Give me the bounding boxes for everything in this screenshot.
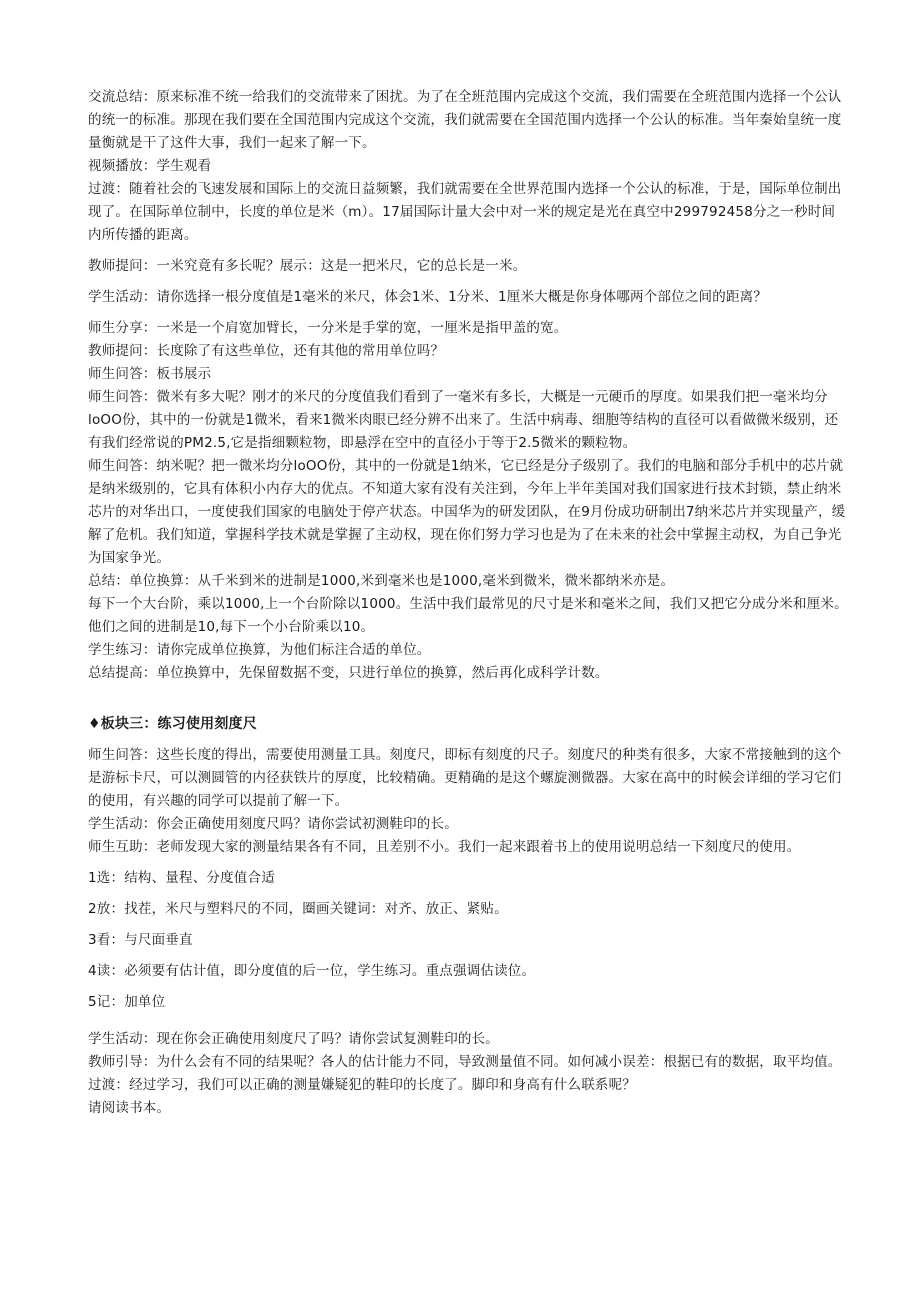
paragraph-blackboard: 师生问答：板书展示 (88, 366, 212, 382)
list-item-step-select: 1选：结构、量程、分度值合适 (88, 870, 275, 886)
paragraph-student-activity-remeasure: 学生活动：现在你会正确使用刻度尺了吗？请你尝试复测鞋印的长。 (88, 1031, 499, 1047)
list-item-step-place: 2放：找茬，米尺与塑料尺的不同，圈画关键词：对齐、放正、紧贴。 (88, 901, 508, 917)
paragraph-transition-footprint: 过渡：经过学习，我们可以正确的测量嫌疑犯的鞋印的长度了。脚印和身高有什么联系呢？ (88, 1077, 636, 1093)
paragraph-nanometer: 师生问答：纳米呢？把一微米均分loOO份，其中的一份就是1纳米，它已经是分子级别了。我们的电脑和部分手机中的芯片就是纳米级别的，它具有体积小内存大的优点。不知道大家有没有关注到，今年上半年美国对我们国家进行技术封锁，禁止纳米芯片的对华出口，一度使我们国家的电脑处于停产状态。中国华为的研发团队，在9月份成功研制出7纳米芯片并实现量产，缓解了危机。我们知道，掌握科学技术就是掌握了主动权，现在你们努力学习也是为了在未来的社会中掌握主动权，为自己争光为国家争光。 (88, 458, 846, 566)
list-item-step-look: 3看：与尺面垂直 (88, 932, 193, 948)
paragraph-student-practice: 学生练习：请你完成单位换算，为他们标注合适的单位。 (88, 642, 431, 658)
paragraph-conversion-steps: 每下一个大台阶，乘以1000,上一个台阶除以1000。生活中我们最常见的尺寸是米和毫米之间，我们又把它分成分米和厘米。他们之间的进制是10,每下一个小台阶乘以10。 (88, 596, 848, 635)
paragraph-measuring-tools: 师生问答：这些长度的得出，需要使用测量工具。刻度尺，即标有刻度的尺子。刻度尺的种类有很多，大家不常接触到的这个是游标卡尺，可以测圆管的内径获铁片的厚度，比较精确。更精确的是这个螺旋测微器。大家在高中的时候会详细的学习它们的使用，有兴趣的同学可以提前了解一下。 (88, 747, 842, 809)
paragraph-transition-si-units: 过渡：随着社会的飞速发展和国际上的交流日益频繁，我们就需要在全世界范围内选择一个公认的标准，于是，国际单位制出现了。在国际单位制中，长度的单位是米（m）。17届国际计量大会中对一米的规定是光在真空中299792458分之一秒时间内所传播的距离。 (88, 181, 842, 243)
paragraph-teacher-question-units: 教师提问：长度除了有这些单位，还有其他的常用单位吗？ (88, 343, 445, 359)
paragraph-exchange-summary: 交流总结：原来标准不统一给我们的交流带来了困扰。为了在全班范围内完成这个交流，我们需要在全班范围内选择一个公认的统一的标准。那现在我们要在全国范围内完成这个交流，我们就需要在全国范围内选择一个公认的标准。当年秦始皇统一度量衡就是干了这件大事，我们一起来了解一下。 (88, 89, 842, 151)
paragraph-student-activity-ruler: 学生活动：请你选择一根分度值是1毫米的米尺，体会1米、1分米、1厘米大概是你身体哪两个部位之间的距离？ (88, 289, 768, 305)
paragraph-student-activity-first-measure: 学生活动：你会正确使用刻度尺吗？请你尝试初测鞋印的长。 (88, 816, 458, 832)
paragraph-unit-conversion-summary: 总结：单位换算：从千米到米的进制是1000,米到毫米也是1000,毫米到微米，微米都纳米亦是。 (88, 573, 675, 589)
paragraph-teacher-student-help: 师生互助：老师发现大家的测量结果各有不同，且差别不小。我们一起来跟着书上的使用说明总结一下刻度尺的使用。 (88, 839, 801, 855)
paragraph-video-play: 视频播放：学生观看 (88, 158, 212, 174)
document-page (88, 86, 848, 1120)
paragraph-read-book: 请阅读书本。 (88, 1100, 171, 1116)
list-item-step-read: 4读：必须要有估计值，即分度值的后一位，学生练习。重点强调估读位。 (88, 963, 536, 979)
paragraph-micrometer: 师生问答：微米有多大呢？刚才的米尺的分度值我们看到了一毫米有多长，大概是一元硬币的厚度。如果我们把一毫米均分loOO份，其中的一份就是1微米，看来1微米肉眼已经分辨不出来了。生活中病毒、细胞等结构的直径可以看做微米级别，还有我们经常说的PM2.5,它是指细颗粒物，即悬浮在空中的直径小于等于2.5微米的颗粒物。 (88, 389, 839, 451)
paragraph-teacher-question-meter: 教师提问：一米究竟有多长呢？展示：这是一把米尺，它的总长是一米。 (88, 258, 527, 274)
paragraph-summary-improve: 总结提高：单位换算中，先保留数据不变，只进行单位的换算，然后再化成科学计数。 (88, 665, 609, 681)
list-item-step-record: 5记：加单位 (88, 994, 166, 1010)
paragraph-share-body-lengths: 师生分享：一米是一个肩宽加臂长，一分米是手掌的宽，一厘米是指甲盖的宽。 (88, 320, 568, 336)
paragraph-teacher-guidance-error: 教师引导：为什么会有不同的结果呢？各人的估计能力不同，导致测量值不同。如何减小误差：根据已有的数据，取平均值。 (88, 1054, 842, 1070)
section-heading-ruler-practice: ♦板块三：练习使用刻度尺 (88, 716, 257, 732)
